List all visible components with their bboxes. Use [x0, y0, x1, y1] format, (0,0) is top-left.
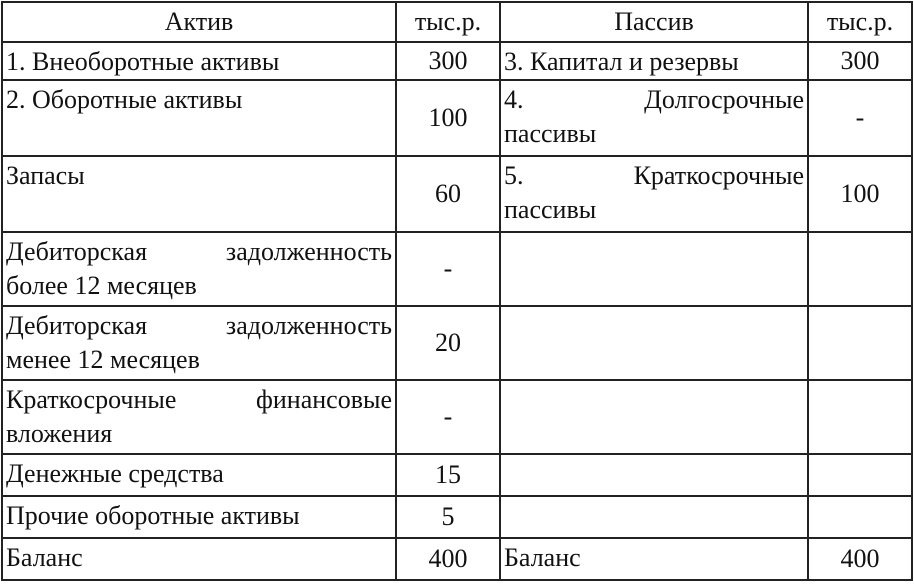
asset-name-line: Денежные средства	[6, 459, 224, 488]
asset-value: 60	[396, 156, 500, 232]
table-row	[2, 156, 912, 232]
asset-value: 5	[396, 496, 500, 538]
liability-name	[500, 80, 808, 156]
asset-name-line: Дебиторская задолженность	[6, 311, 392, 340]
asset-name	[2, 306, 396, 380]
total-liability-label: Баланс	[500, 538, 808, 580]
asset-name	[2, 156, 396, 232]
asset-name	[2, 496, 396, 538]
liability-value	[808, 232, 912, 306]
liability-name-line: 4. Долгосрочные	[504, 85, 804, 114]
asset-name-line: 2. Оборотные активы	[6, 85, 243, 114]
table-row	[2, 454, 912, 496]
asset-name	[2, 380, 396, 454]
asset-value: 20	[396, 306, 500, 380]
liability-name-line: 5. Краткосрочные	[504, 161, 804, 190]
asset-name-line: Запасы	[6, 161, 85, 190]
liability-value	[808, 454, 912, 496]
liability-name-line: пассивы	[504, 195, 597, 224]
asset-value: 100	[396, 80, 500, 156]
asset-name	[2, 42, 396, 80]
header-assets-unit: тыс.р.	[396, 2, 500, 42]
liability-name	[500, 454, 808, 496]
liability-value	[808, 380, 912, 454]
asset-name-line: более 12 месяцев	[6, 271, 197, 300]
total-asset-value: 400	[396, 538, 500, 580]
balance-sheet-table	[1, 1, 913, 581]
liability-name	[500, 156, 808, 232]
asset-value: -	[396, 380, 500, 454]
table-row	[2, 232, 912, 306]
asset-name	[2, 80, 396, 156]
asset-name	[2, 454, 396, 496]
liability-name	[500, 42, 808, 80]
header-row	[2, 2, 912, 42]
header-liabilities-unit: тыс.р.	[808, 2, 912, 42]
table-row	[2, 380, 912, 454]
total-row	[2, 538, 912, 580]
liability-name	[500, 496, 808, 538]
total-liability-value: 400	[808, 538, 912, 580]
liability-value: -	[808, 80, 912, 156]
asset-name-line: Краткосрочные финансовые	[6, 385, 392, 414]
table-row	[2, 496, 912, 538]
liability-value	[808, 306, 912, 380]
liability-name	[500, 232, 808, 306]
total-asset-label: Баланс	[2, 538, 396, 580]
liability-value: 100	[808, 156, 912, 232]
asset-value: -	[396, 232, 500, 306]
header-assets: Актив	[2, 2, 396, 42]
table-row	[2, 42, 912, 80]
asset-name-line: Прочие оборотные активы	[6, 501, 300, 530]
asset-name-line: Дебиторская задолженность	[6, 237, 392, 266]
asset-name-line: менее 12 месяцев	[6, 345, 200, 374]
table-row	[2, 306, 912, 380]
asset-name	[2, 232, 396, 306]
liability-value: 300	[808, 42, 912, 80]
table-row	[2, 80, 912, 156]
asset-name-line: вложения	[6, 419, 113, 448]
asset-value: 300	[396, 42, 500, 80]
liability-name-line: 3. Капитал и резервы	[504, 47, 739, 76]
header-liabilities: Пассив	[500, 2, 808, 42]
asset-value: 15	[396, 454, 500, 496]
liability-value	[808, 496, 912, 538]
liability-name	[500, 380, 808, 454]
liability-name-line: пассивы	[504, 119, 597, 148]
asset-name-line: 1. Внеоборотные активы	[6, 47, 280, 76]
liability-name	[500, 306, 808, 380]
